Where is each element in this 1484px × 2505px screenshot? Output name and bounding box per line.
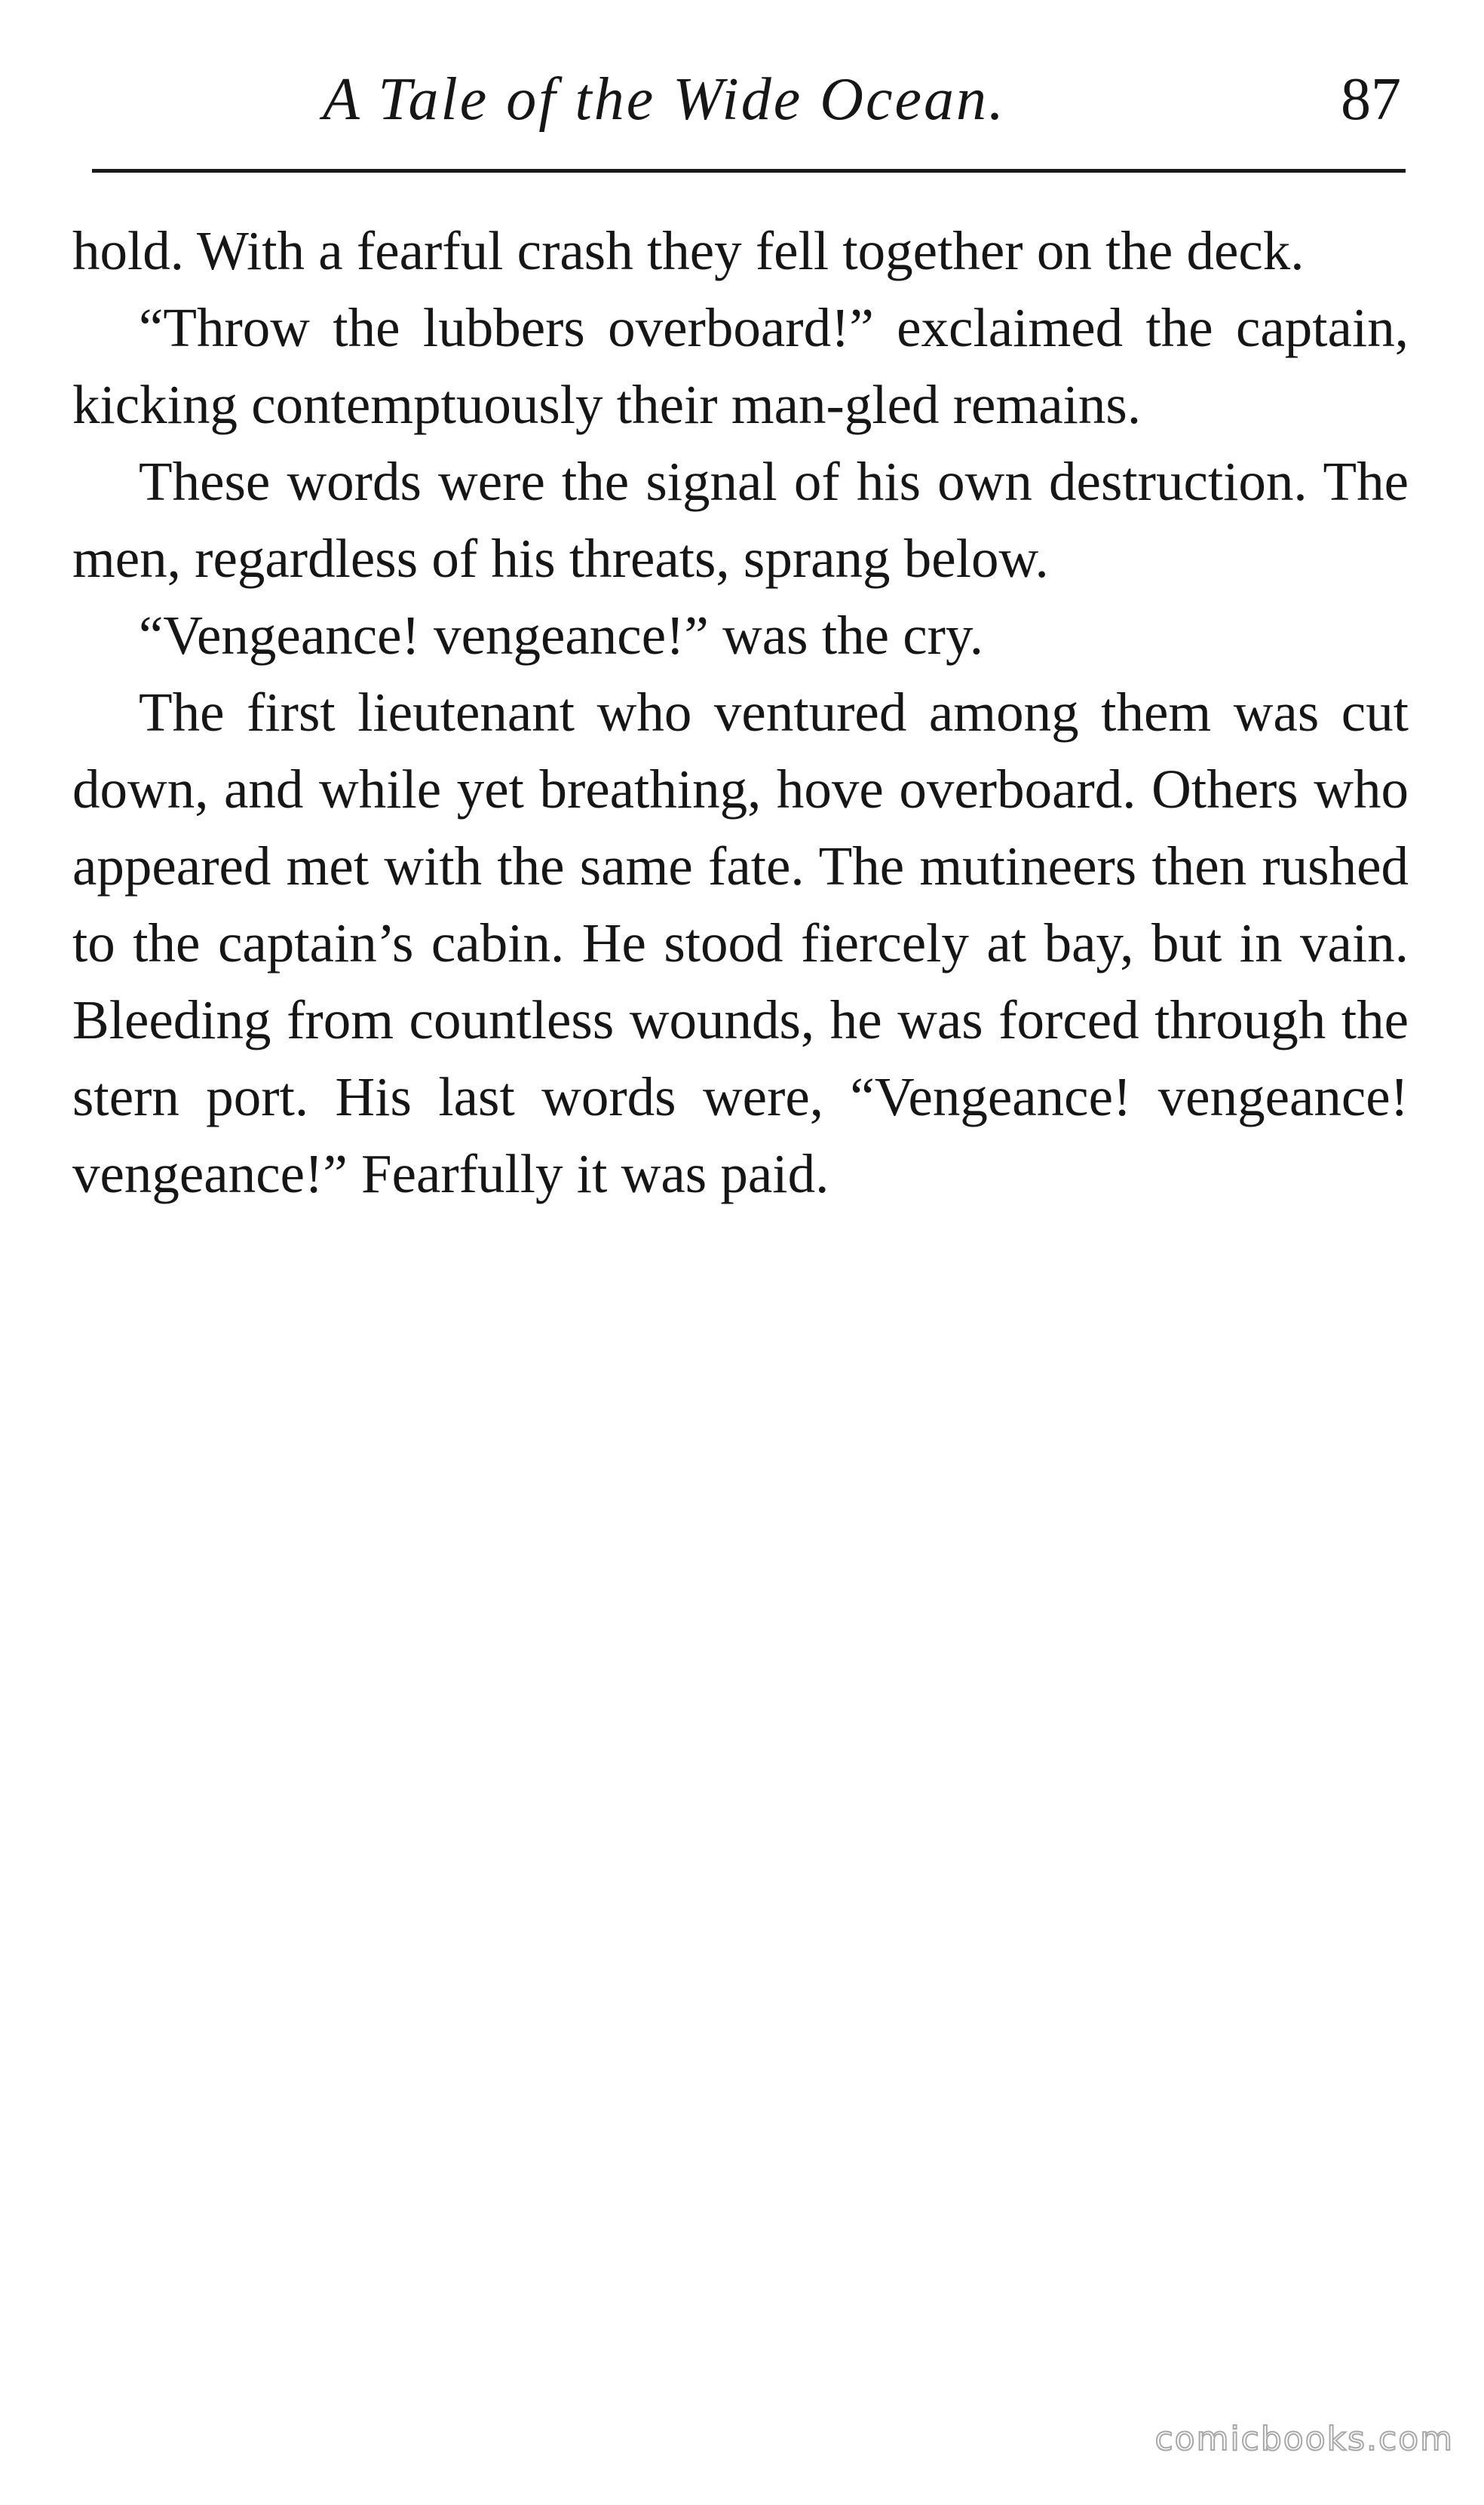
paragraph-cry: “Vengeance! vengeance!” was the cry. [139,605,983,666]
paragraph-captain-order: “Throw the lubbers overboard!” exclaimed the captain, kicking contemptuously their man-gled remains. [72,297,1409,435]
paragraph-continuation: hold. With a fearful crash they fell together on the deck. [72,220,1305,281]
running-head [72,53,1407,143]
body-text [72,213,1409,1213]
page-number: 87 [1341,66,1401,133]
header-rule [92,169,1406,173]
watermark-text: comicbooks.com [1154,2420,1454,2458]
paragraph-mutiny: The first lieutenant who ventured among them was cut down, and while yet breathing, hove overboard. Others who appeared met with the same fate. The mutineers then rushed to the captain’s cabin. He stood fiercely at bay, but in vain. Bleeding from countless wounds, he was forced through the stern port. His last words were, “Vengeance! vengeance! vengeance!” Fearfully it was paid. [72,682,1409,1204]
running-title: A Tale of the Wide Ocean. [322,66,1006,133]
paragraph-signal: These words were the signal of his own destruction. The men, regardless of his threats, sprang below. [72,451,1409,589]
